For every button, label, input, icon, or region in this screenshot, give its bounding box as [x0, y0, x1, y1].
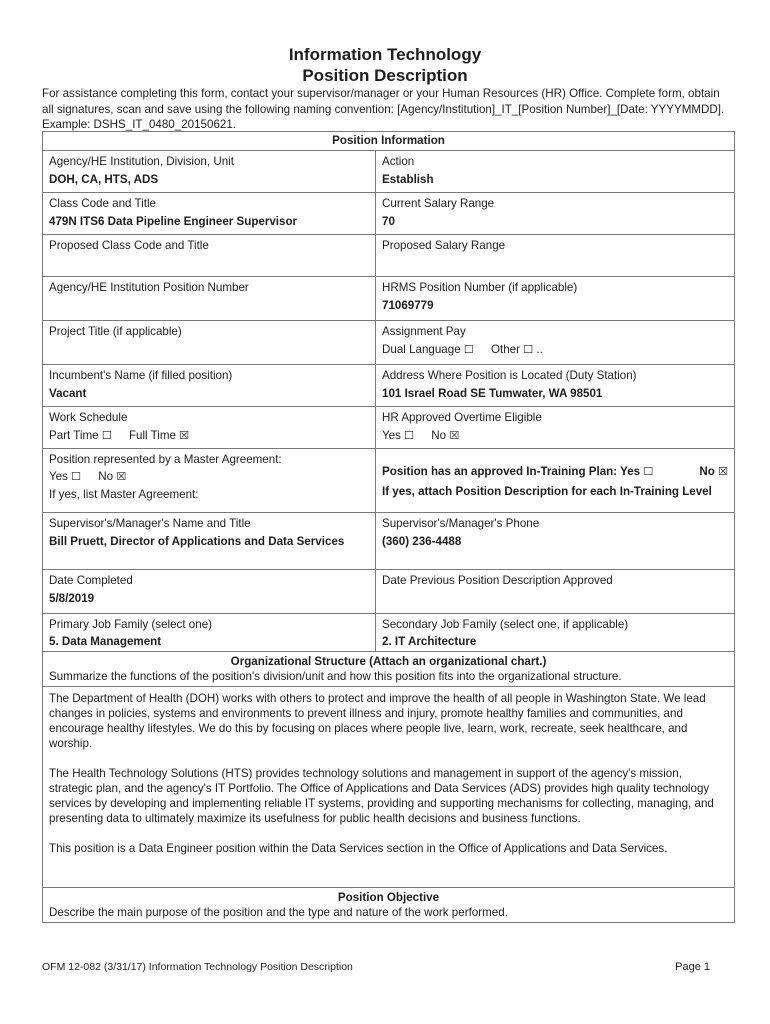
schedule-cell [43, 407, 376, 449]
primary-family-value[interactable]: 5. Data Management [49, 635, 162, 648]
position-objective-header: Position Objective [337, 891, 440, 904]
supervisor-value[interactable]: Bill Pruett, Director of Applications and Data Services [49, 535, 345, 548]
proposed-class-cell[interactable] [43, 235, 376, 277]
agency-label: Agency/HE Institution, Division, Unit [49, 155, 234, 168]
training-no-option[interactable] [699, 464, 728, 479]
master-agreement-cell [43, 449, 376, 513]
secondary-family-value[interactable]: 2. IT Architecture [382, 635, 477, 648]
schedule-label: Work Schedule [49, 411, 128, 424]
class-value[interactable]: 479N ITS6 Data Pipeline Engineer Supervisor [49, 215, 298, 228]
secondary-family-cell [376, 614, 735, 652]
master-agreement-list-label: If yes, list Master Agreement: [49, 488, 199, 501]
hrms-value[interactable]: 71069779 [382, 299, 434, 312]
overtime-yes-label: Yes [382, 429, 401, 442]
master-yes-label: Yes [49, 470, 68, 483]
document-subtitle: Position Description [302, 66, 468, 85]
class-label: Class Code and Title [49, 197, 156, 210]
master-no-checkbox[interactable]: ☒ [116, 470, 127, 483]
supervisor-cell [43, 513, 376, 570]
overtime-yes-option[interactable] [382, 428, 414, 443]
date-completed-value[interactable]: 5/8/2019 [49, 592, 95, 605]
other-suffix: .. [536, 343, 543, 356]
document-title: Information Technology [288, 45, 482, 64]
other-checkbox[interactable]: ☐ [523, 343, 534, 356]
project-cell[interactable] [43, 321, 376, 365]
project-label: Project Title (if applicable) [49, 325, 182, 338]
position-objective-instruction: Describe the main purpose of the position and the type and nature of the work performed. [49, 906, 508, 919]
date-completed-label: Date Completed [49, 574, 133, 587]
action-value[interactable]: Establish [382, 173, 434, 186]
part-time-option[interactable] [49, 428, 112, 443]
overtime-no-option[interactable] [431, 428, 459, 443]
position-information-header: Position Information [43, 132, 735, 151]
date-previous-cell[interactable] [376, 570, 735, 614]
hrms-cell [376, 277, 735, 321]
proposed-salary-cell[interactable] [376, 235, 735, 277]
phone-cell [376, 513, 735, 570]
org-structure-instruction: Summarize the functions of the position's division/unit and how this position fits into the organizational structure. [49, 670, 622, 683]
incumbent-cell [43, 365, 376, 407]
part-time-checkbox[interactable]: ☐ [101, 429, 112, 442]
training-no-checkbox[interactable]: ☒ [718, 464, 728, 478]
org-structure-paragraph-1: The Department of Health (DOH) works with others to protect and improve the health of all people in Washington State. We lead changes in policies, systems and environments to prevent illness and injury, promote healthy families and communities, and encourage healthy lifestyles. We do this by focusing on places where people live, learn, work, recreate, seek healthcare, and worship. [49, 692, 706, 750]
agency-cell [43, 151, 376, 193]
master-yes-option[interactable] [49, 469, 81, 484]
secondary-family-label: Secondary Job Family (select one, if applicable) [382, 618, 629, 631]
salary-cell [376, 193, 735, 235]
dual-language-option[interactable] [382, 342, 474, 357]
hrms-label: HRMS Position Number (if applicable) [382, 281, 578, 294]
full-time-option[interactable] [129, 428, 189, 443]
overtime-label: HR Approved Overtime Eligible [382, 411, 542, 424]
training-no-label: No [699, 464, 715, 478]
full-time-label: Full Time [128, 429, 176, 442]
proposed-class-label: Proposed Class Code and Title [49, 239, 209, 252]
date-previous-label: Date Previous Position Description Approved [382, 574, 613, 587]
org-structure-paragraph-3: This position is a Data Engineer position within the Data Services section in the Office of Applications and Data Services. [49, 842, 668, 855]
overtime-yes-checkbox[interactable]: ☐ [404, 429, 415, 442]
address-label: Address Where Position is Located (Duty Station) [382, 369, 637, 382]
form-id-footer: OFM 12-082 (3/31/17) Information Technology Position Description [42, 961, 353, 973]
master-yes-checkbox[interactable]: ☐ [71, 470, 82, 483]
org-structure-text-cell[interactable] [43, 687, 735, 888]
action-label: Action [382, 155, 415, 168]
assignment-label: Assignment Pay [382, 325, 466, 338]
overtime-no-checkbox[interactable]: ☒ [449, 429, 460, 442]
incumbent-label: Incumbent's Name (if filled position) [49, 369, 233, 382]
primary-family-label: Primary Job Family (select one) [49, 618, 212, 631]
agency-position-label: Agency/HE Institution Position Number [49, 281, 249, 294]
org-structure-header-cell [43, 652, 735, 687]
action-cell [376, 151, 735, 193]
proposed-salary-label: Proposed Salary Range [382, 239, 506, 252]
overtime-no-label: No [431, 429, 447, 442]
training-plan-cell [376, 449, 735, 513]
position-objective-header-cell [43, 888, 735, 923]
address-cell [376, 365, 735, 407]
date-completed-cell [43, 570, 376, 614]
org-structure-header: Organizational Structure (Attach an organizational chart.) [230, 655, 547, 668]
other-option[interactable] [491, 342, 543, 357]
salary-label: Current Salary Range [382, 197, 495, 210]
primary-family-cell [43, 614, 376, 652]
training-yes-checkbox[interactable]: ☐ [643, 464, 654, 478]
other-label: Other [491, 343, 520, 356]
salary-value[interactable]: 70 [382, 215, 395, 228]
training-plan-note: If yes, attach Position Description for each In-Training Level [382, 484, 712, 498]
dual-language-checkbox[interactable]: ☐ [463, 343, 474, 356]
class-cell [43, 193, 376, 235]
agency-position-cell[interactable] [43, 277, 376, 321]
incumbent-value[interactable]: Vacant [49, 387, 87, 400]
intro-instructions: For assistance completing this form, contact your supervisor/manager or your Human Resources (HR) Office. Complete form, obtain all signatures, scan and save using the following naming convention: [Agency/Institution]_IT_[Position Number]_[Date: YYYYMMDD]. Example: DSHS_IT_0480_20150621. [42, 87, 725, 131]
training-plan-label: Position has an approved In-Training Plan: Yes [382, 464, 641, 478]
agency-value[interactable]: DOH, CA, HTS, ADS [49, 173, 159, 186]
phone-value[interactable]: (360) 236-4488 [382, 535, 462, 548]
master-agreement-label: Position represented by a Master Agreement: [49, 453, 282, 466]
assignment-cell [376, 321, 735, 365]
master-no-label: No [98, 470, 114, 483]
phone-label: Supervisor's/Manager's Phone [382, 517, 540, 530]
supervisor-label: Supervisor's/Manager's Name and Title [49, 517, 251, 530]
master-no-option[interactable] [98, 469, 126, 484]
dual-language-label: Dual Language [382, 343, 461, 356]
address-value[interactable]: 101 Israel Road SE Tumwater, WA 98501 [382, 387, 603, 400]
overtime-cell [376, 407, 735, 449]
position-form-table [42, 131, 735, 923]
full-time-checkbox[interactable]: ☒ [179, 429, 190, 442]
org-structure-paragraph-2: The Health Technology Solutions (HTS) provides technology solutions and management in support of the agency's mission, strategic plan, and the agency's IT Portfolio. The Office of Applications and Data Services (ADS) provides high quality technology services by developing and implementing reliable IT systems, providing and supporting mechanisms for collecting, managing, and presenting data to ultimately maximize its usefulness for public health decisions and business functions. [49, 767, 714, 825]
part-time-label: Part Time [49, 429, 99, 442]
page-number: Page 1 [675, 961, 710, 973]
